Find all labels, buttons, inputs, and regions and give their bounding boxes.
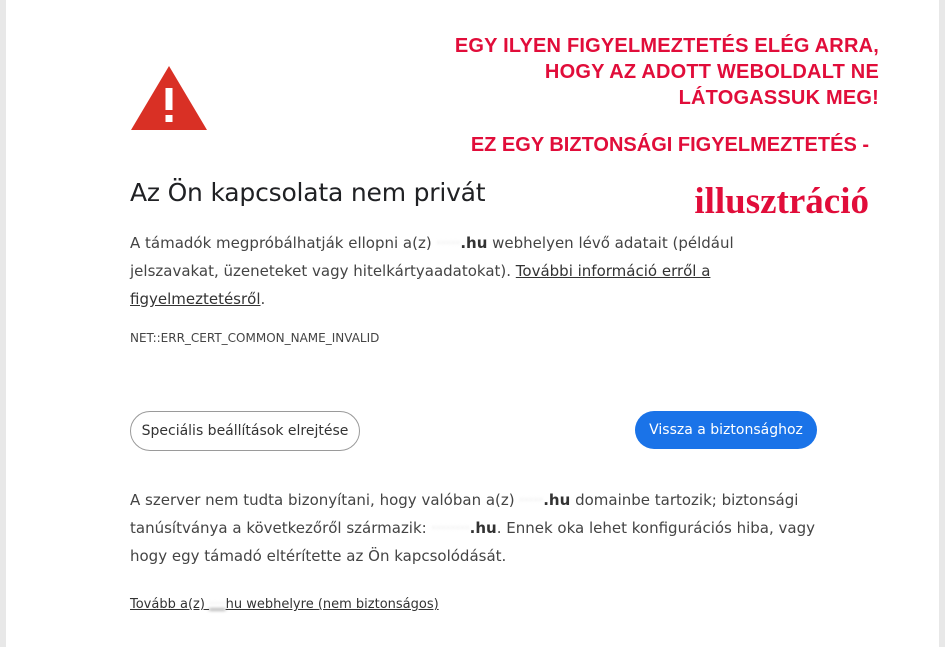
- page-title: Az Ön kapcsolata nem privát: [130, 178, 486, 207]
- overlay-line-3: LÁTOGASSUK MEG!: [678, 87, 879, 109]
- redacted-domain: ····: [209, 597, 226, 612]
- redacted-domain: ·····: [519, 491, 544, 509]
- domain-suffix: .hu: [460, 234, 488, 252]
- redacted-domain: ·····: [436, 234, 461, 252]
- redacted-domain: ········: [431, 519, 470, 537]
- proceed-unsafe-link[interactable]: [130, 597, 439, 612]
- overlay-illustration-label: illusztráció: [694, 181, 869, 222]
- overlay-subtitle: EZ EGY BIZTONSÁGI FIGYELMEZTETÉS -: [470, 134, 869, 156]
- explanation-paragraph: [130, 229, 820, 313]
- proceed-text-a: Tovább a(z): [130, 597, 210, 612]
- learn-more-link[interactable]: További információ erről a figyelmeztetésről: [130, 262, 711, 308]
- domain-suffix: .hu: [543, 491, 571, 509]
- hide-advanced-button[interactable]: Speciális beállítások elrejtése: [130, 411, 360, 451]
- proceed-text-b: hu webhelyre (nem biztonságos): [225, 597, 439, 612]
- overlay-line-1: EGY ILYEN FIGYELMEZTETÉS ELÉG ARRA,: [454, 35, 879, 57]
- window-border-left: [0, 0, 6, 647]
- overlay-warning-text: [455, 33, 879, 111]
- overlay-line-2: HOGY AZ ADOTT WEBOLDALT NE: [544, 61, 879, 83]
- back-to-safety-button[interactable]: Vissza a biztonsághoz: [635, 411, 817, 449]
- explanation-end: .: [260, 290, 266, 308]
- details-text-a: A szerver nem tudta bizonyítani, hogy valóban a(z): [130, 491, 520, 509]
- details-text-b: domainbe tartozik; biztonsági tanúsítványa a következőről származik:: [130, 491, 799, 537]
- error-code: NET::ERR_CERT_COMMON_NAME_INVALID: [130, 331, 380, 345]
- details-text-c: . Ennek oka lehet konfigurációs hiba, vagy hogy egy támadó eltérítette az Ön kapcsolódását.: [130, 519, 816, 565]
- domain-suffix: .hu: [469, 519, 497, 537]
- details-paragraph: [130, 486, 820, 570]
- warning-triangle-icon: [130, 64, 208, 132]
- window-border-right: [939, 0, 945, 647]
- explanation-text-b: webhelyen lévő adatait (például jelszavakat, üzeneteket vagy hitelkártyaadatokat).: [130, 234, 734, 280]
- explanation-text-a: A támadók megpróbálhatják ellopni a(z): [130, 234, 437, 252]
